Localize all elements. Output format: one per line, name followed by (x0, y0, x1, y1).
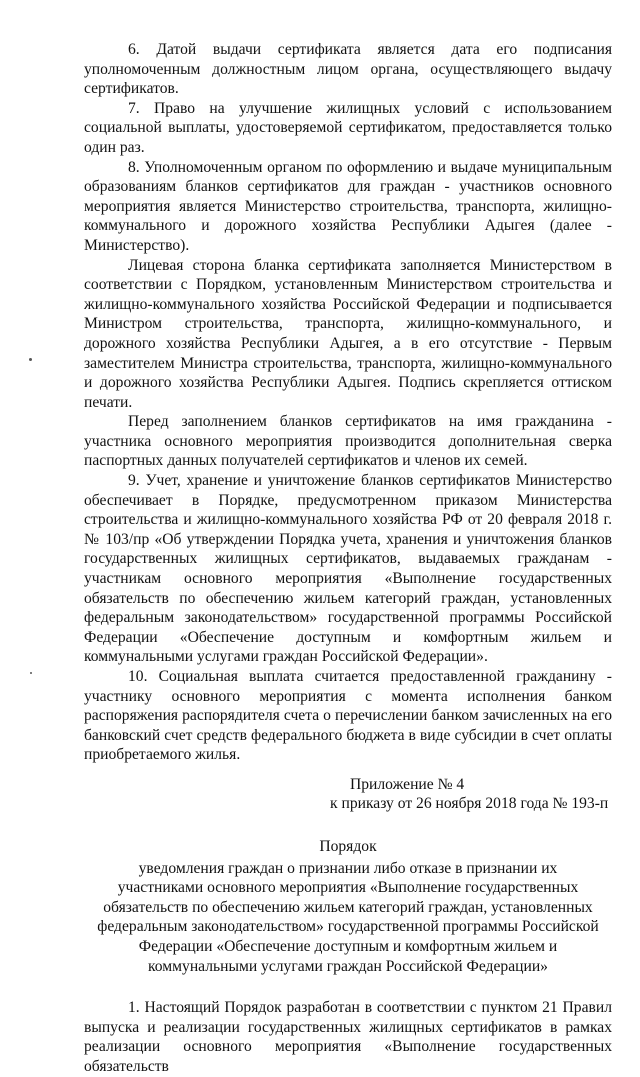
paragraph-1-procedure: 1. Настоящий Порядок разработан в соответствии с пунктом 21 Правил выпуска и реализации государственных жилищных сертификатов в рамках реализации основного мероприятия «Выполнение государственных обязательств (84, 999, 612, 1075)
paragraph-front-side: Лицевая сторона бланка сертификата заполняется Министерством в соответствии с Порядком, установленным Министерством строительства и жилищно-коммунального хозяйства Российской Федерации и подписывается Министром строительства, транспорта, жилищно-коммунального, и дорожного хозяйства Республики Адыгея, а в его отсутствие - Первым заместителем Министра строительства, транспорта, жилищно-коммунального и дорожного хозяйства Республики Адыгея. Подпись скрепляется оттиском печати. (84, 256, 612, 411)
appendix-order-reference: к приказу от 26 ноября 2018 года № 193-п (330, 794, 609, 812)
document-body (84, 40, 612, 1077)
paragraph-8: 8. Уполномоченным органом по оформлению и выдаче муниципальным образованиям бланков сертификатов для граждан - участников основного мероприятия является Министерство строительства, транспорта, жилищно-коммунального и дорожного хозяйства Республики Адыгея (далее - Министерство). (84, 158, 612, 254)
paragraph-10: 10. Социальная выплата считается предоставленной гражданину - участнику основного мероприятия с момента исполнения банком распоряжения распорядителя счета о перечислении банком зачисленных на его банковский счет средств федерального бюджета в виде субсидии в счет оплаты приобретаемого жилья. (84, 668, 612, 764)
appendix-number: Приложение № 4 (350, 775, 465, 793)
scan-mark (29, 358, 32, 361)
section-subtitle: уведомления граждан о признании либо отказе в признании их участниками основного мероприятия «Выполнение государственных обязательств по обеспечению жильем категорий граждан, установленных федеральным законодательством» государственной программы Российской Федерации «Обеспечение доступным и комфортным жильем и коммунальными услугами граждан Российской Федерации» (97, 859, 599, 975)
scan-mark (30, 672, 32, 674)
section-title: Порядок (319, 837, 377, 855)
paragraph-9: 9. Учет, хранение и уничтожение бланков сертификатов Министерство обеспечивает в Порядке, предусмотренном приказом Министерства строительства и жилищно-коммунального хозяйства РФ от 20 февраля 2018 г. № 103/пр «Об утверждении Порядка учета, хранения и уничтожения бланков государственных жилищных сертификатов, выдаваемых гражданам - участникам основного мероприятия «Выполнение государственных обязательств по обеспечению жильем категорий граждан, установленных федеральным законодательством» государственной программы Российской Федерации «Обеспечение доступным и комфортным жильем и коммунальными услугами граждан Российской Федерации». (84, 472, 612, 666)
paragraph-7: 7. Право на улучшение жилищных условий с использованием социальной выплаты, удостоверяемой сертификатом, предоставляется только один раз. (84, 99, 612, 156)
paragraph-verification: Перед заполнением бланков сертификатов на имя гражданина - участника основного мероприятия производится дополнительная сверка паспортных данных получателей сертификатов и членов их семей. (84, 413, 612, 470)
appendix-header (330, 775, 612, 813)
paragraph-6: 6. Датой выдачи сертификата является дата его подписания уполномоченным должностным лицом органа, осуществляющего выдачу сертификатов. (84, 41, 612, 98)
